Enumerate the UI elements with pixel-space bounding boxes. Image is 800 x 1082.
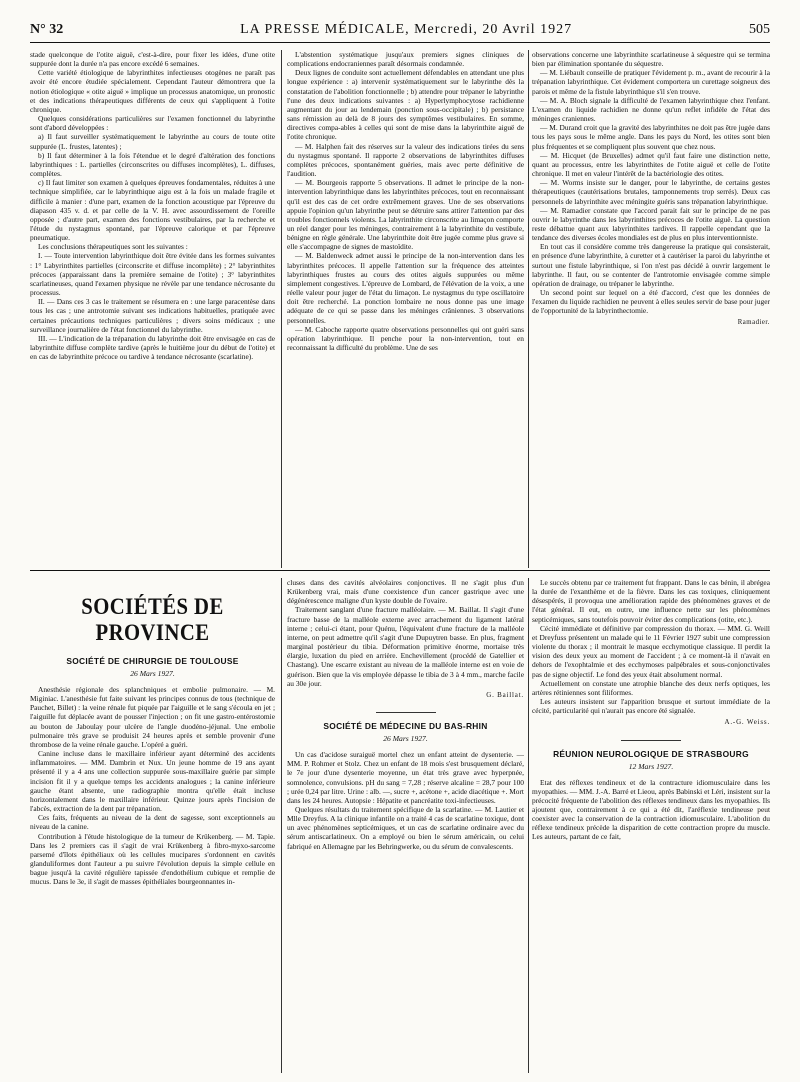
paragraph: cluses dans des cavités alvéolaires conjonctives. Il ne s'agit plus d'un Krükenberg vrai, mais d'une coexistence d'un cancer gastrique avec une dégénérescence maligne d'un kyste double de l'ovaire. [287,578,524,606]
paragraph: Traitement sanglant d'une fracture malléolaire. — M. Baillat. Il s'agit d'une fracture basse de la malléole externe avec arrachement du ligament latéral interne ; celui-ci étant, pour Quénu, l'équivalent d'une fracture de la malléole interne, on peut admettre qu'il s'agit d'une Dupuytren basse. En plus, fragment marginal postérieur du tibia. Déformation primitive énorme, mortaise très élargie, luxation du pied en arrière. Enchevillement (procédé de Gatellier et Chastang). Une escarre existant au niveau de la malléole interne est en voie de guérison. Bien que la vis employée dépasse le tibia de 3 à 4 mm., marche facile au 30e jour. [287,605,524,688]
author-signature: G. Baillat. [486,690,524,699]
paragraph: Cette variété étiologique de labyrinthites infectieuses otogènes ne paraît pas avoir été encore étudiée spécialement. Cependant l'auteur démontrera que la notion étiologique « otite aiguë » implique un processus anatomique, un pronostic et des indications thérapeutiques différents de ceux qui s'appliquent à l'otite chronique. [30,68,275,114]
paragraph: c) Il faut limiter son examen à quelques épreuves fondamentales, réduites à une technique simplifiée, car le labyrinthique aigu est à la fois un malade fragile et difficile à manier : d'une part, examen de la fonction acoustique par l'épreuve du diapason 435 v. d. et par celle de la V. H. avec assourdissement de l'oreille opposée ; d'autre part, examen des fonctions vestibulaires, par la recherche et l'étude du nystagmus spontané, par l'épreuve calorique et par l'épreuve pneumatique. [30,178,275,243]
paragraph: Actuellement on constate une atrophie blanche des deux nerfs optiques, les artères rétiniennes sont filiformes. [532,678,770,697]
session-date: 26 Mars 1927. [130,669,175,678]
issue-number: N° 32 [30,22,64,37]
paragraph: Quelques résultats du traitement spécifique de la scarlatine. — M. Lautier et Mlle Dreyfus. A la clinique infantile on a traité 4 cas de scarlatine toxique, dont un avec phénomènes septicémiques, et un cas de scarlatine ordinaire avec du sérum antiscarlatineux. On a employé ou bien le sérum américain, ou celui fabriqué en Allemagne par les Behringwerke, ou du sérum de convalescents. [287,804,524,851]
session-date: 12 Mars 1927. [628,761,674,771]
top-column-2 [287,50,524,570]
top-column-3 [532,50,770,570]
section-title: SOCIÉTÉS DE PROVINCE [81,594,224,645]
society-heading: RÉUNION NEUROLOGIQUE DE STRASBOURG [553,748,749,759]
column-divider [281,50,282,568]
paragraph: III. — L'indication de la trépanation du labyrinthe doit être envisagée en cas de labyrinthite diffuse complète tardive (après le huitième jour du début de l'otite) et en cas de labyrinthite précoce ou tardive à tendance nécrosante (scarlatine). [30,333,275,362]
paragraph: Anesthésie régionale des splanchniques et embolie pulmonaire. — M. Miginiac. L'anesthésie fut faite suivant les principes connus de tous (technique de Pauchet, Billet) : la veine rénale fut piquée par l'aiguille et le sang s'écoula en jet ; l'aiguille fut déplacée avant de pousser l'injection ; on fit une gastro-entérostomie au bouton de Jaboulay pour ulcère de l'angle duodéno-jéjunal. Une embolie pulmonaire très grave se produisit 24 heures après et semble provenir d'une thrombose de la veine rénale gauche. L'opéré a guéri. [30,685,275,749]
paragraph: — M. Worms insiste sur le danger, pour le labyrinthe, de certains gestes thérapeutiques (cautérisations brutales, tamponnements trop serrés). Deux cas personnels de labyrinthite avec méningite guéris sans trépanation labyrinthique. [532,178,770,206]
paragraph: Ces faits, fréquents au niveau de la dent de sagesse, sont exceptionnels au niveau de la canine. [30,813,275,832]
society-heading: SOCIÉTÉ DE MÉDECINE DU BAS-RHIN [323,721,488,732]
column-divider [281,578,282,1073]
journal-title: LA PRESSE MÉDICALE, Mercredi, 20 Avril 1927 [240,22,573,37]
column-divider [528,50,529,568]
session-date: 26 Mars 1927. [383,734,428,744]
column-divider [528,578,529,1073]
paragraph: Cécité immédiate et définitive par compression du thorax. — MM. G. Weill et Dreyfuss présentent un malade qui le 11 Février 1927 subit une compression violente du thorax ; il montrait le masque ecchymotique classique. Il perdit la vision des deux yeux au moment de l'accident ; à ce moment-là il n'avait en dehors de l'exophtalmie et des ecchymoses palpébrales et sous-conjonctivales pas de signe objectif. Le fond des yeux était absolument normal. [532,623,770,679]
paragraph: II. — Dans ces 3 cas le traitement se résumera en : une large paracentèse dans tous les cas ; une antrotomie suivant ses indications habituelles, pratiquée avec certaines précautions techniques particulières ; divers soins médicaux ; une surveillance journalière de l'état fonctionnel du labyrinthe. [30,297,275,334]
paragraph: — M. Durand croit que la gravité des labyrinthites ne doit pas être jugée dans tous les pays sous le même angle. Dans les pays du Nord, les otites sont bien plus fréquentes et se compliquent plus souvent que chez nous. [532,123,770,151]
paragraph: b) Il faut déterminer à la fois l'étendue et le degré d'altération des fonctions labyrinthiques : L. partielles (circonscrites ou diffuses incomplètes), L. diffuses, complètes. [30,150,275,179]
paragraph: Un second point sur lequel on a été d'accord, c'est que les données de l'examen du liquide rachidien ne peuvent à elles seules servir de base pour juger de l'opportunité de la labyrinthectomie. [532,288,770,316]
bottom-column-3 [532,578,770,1073]
paragraph: Canine incluse dans le maxillaire inférieur ayant déterminé des accidents inflammatoires. — MM. Dambrin et Nux. Un jeune homme de 19 ans ayant présenté il y a 4 ans une collection suppurée sous-maxillaire guérie par simple incision fit il y a quelque temps les accidents analogues ; la canine inférieure gauche étant absente, une radiographie montra qu'elle était incluse horizontalement dans le maxillaire inférieur. Quinze jours après l'incision de l'abcès, extraction de la dent par trépanation. [30,749,275,814]
paragraph: Les conclusions thérapeutiques sont les suivantes : [38,242,188,252]
paragraph: Etat des réflexes tendineux et de la contracture idiomusculaire dans les myopathies. — MM. J.-A. Barré et Lieou, après Babinski et Léri, insistent sur la précocité fréquente de l'abolition des réflexes tendineux dans les myopathies. Ils ajoutent que, contrairement à ce qui a été dit, l'aréflexie tendineuse peut coexister avec la conservation de la contraction idiomusculaire. L'abolition du réflexe tendineux précède la disparition de cette contraction propre du muscle. Les auteurs, partant de ce fait, [532,777,770,842]
short-divider [376,712,436,713]
paragraph: Les auteurs insistent sur l'apparition brusque et surtout immédiate de la cécité, particularité qui n'aurait pas encore été signalée. [532,697,770,716]
paragraph: stade quelconque de l'otite aiguë, c'est-à-dire, pour fixer les idées, d'une otite suppurée dont la durée n'a pas encore excédé 6 semaines. [30,50,275,69]
author-signature: A.-G. Weiss. [724,718,770,727]
top-column-1 [30,50,275,570]
page-number: 505 [749,22,770,37]
paragraph: — M. Hicquet (de Bruxelles) admet qu'il faut faire une distinction nette, quant au processus, entre les labyrinthites de l'otite aiguë et celle de l'otite chronique. Il met en valeur l'intérêt de la bactériologie des otites. [532,150,770,179]
bottom-column-1 [30,578,275,1073]
paragraph: Le succès obtenu par ce traitement fut frappant. Dans le cas bénin, il abrégea la durée de l'exanthème et de la fièvre. Dans les cas toxiques, cliniquement désespérés, il provoqua une amélioration rapide des phénomènes graves et de l'état général. Il eut, en outre, une influence nette sur les phénomènes septicémiques, sans toutefois pouvoir éviter des complications (otite, etc.). [532,578,770,624]
paragraph: Deux lignes de conduite sont actuellement défendables en attendant une plus longue expérience : a) intervenir systématiquement sur le labyrinthe dès la constatation de l'abolition fonctionnelle ; b) attendre pour trépaner le labyrinthe l'une des deux indications suivantes : a) Hyperlymphocytose rachidienne augmentant du jour au lendemain (ponction sous-occipitale) ; b) persistance sans rémission au delà de 8 jours des symptômes vestibulaires. En somme, directives compa-ables à celles qui sont de mise dans la labyrinthite aiguë de l'otite chronique. [287,68,524,142]
bottom-column-2 [287,578,524,1073]
paragraph: — M. Liébault conseille de pratiquer l'évidement p. m., avant de recourir à la trépanation labyrinthique. Cet évidement comportera un curettage soigneux des parois et même de la fistule labyrinthique s'il s'en trouve. [532,68,770,96]
paragraph: Un cas d'acidose suraiguë mortel chez un enfant atteint de dysenterie. — MM. P. Rohmer et Stolz. Chez un enfant de 18 mois s'est brusquement déclaré, le 7e jour d'une dysenterie moyenne, un état très grave avec hyperpnée, somnolence, convulsions. pH du sang = 7,28 ; réserve alcaline = 28,7 pour 100 ; urée 0,24 par litre. Urine : alb. —, sucre +, acétone +, acide diacétique +. Mort dans les 24 heures. Autopsie : Hépatite et pancréatite toxi-infectieuses. [287,750,524,805]
paragraph: — M. Bourgeois rapporte 5 observations. Il admet le principe de la non-intervention labyrinthique dans les labyrinthites précoces, tout en reconnaissant qu'il est des cas de cet ordre extrêmement graves. Une de ses observations appuie l'opinion qu'un labyrinthe peut se détruire sans attirer l'attention par des troubles fonctionnels violents. La labyrinthite circonscrite au limaçon comporte un réel danger pour les méninges, contrairement à la labyrinthite du vestibule, bénigne en règle générale. Une labyrinthite doit être jugée comme plus grave si elle s'accompagne de signes de mastoïdite. [287,178,524,252]
paragraph: — M. A. Bloch signale la difficulté de l'examen labyrinthique chez l'enfant. L'examen du liquide rachidien ne donne qu'un reflet infidèle de l'état des méninges craniennes. [532,95,770,124]
paragraph: — M. Ramadier constate que l'accord parait fait sur le principe de ne pas ouvrir le labyrinthe dans les labyrinthites précoces de l'otite aiguë. La question reste débattue quant aux labyrinthites tardives. Il rappelle cependant que la tendance des diverses écoles mondiales est de plus en plus interventionniste. [532,205,770,243]
page-header [30,22,770,43]
paragraph: a) Il faut surveiller systématiquement le labyrinthe au cours de toute otite suppurée (L. frustes, latentes) ; [30,132,275,151]
paragraph: L'abstention systématique jusqu'aux premiers signes cliniques de complications endocraniennes paraît désormais condamnée. [287,50,524,69]
paragraph: I. — Toute intervention labyrinthique doit être évitée dans les formes suivantes : 1° Labyrinthites partielles (circonscrite et diffuse incomplète) ; 2° labyrinthites précoces (apparaissant dans la première semaine de l'otite) ; 3° labyrinthites scarlatineuses, quand l'examen physique ne révèle par une tendance nécrosante du processus. [30,251,275,298]
paragraph: — M. Baldenweck admet aussi le principe de la non-intervention dans les labyrinthites précoces. Il appelle l'attention sur la fréquence des atteintes labyrinthiques frustes au cours des otites aiguës suppurées ou même simplement congestives. L'épreuve de Lombard, de l'élévation de la voix, a une réelle valeur pour juger de l'état du limaçon. Le nystagmus du type oscillatoire doit être recherché. La ponction lombaire ne nous donne pas une image adéquate de ce qui se passe dans les méninges crâniennes. 3 observations personnelles. [287,251,524,325]
short-divider [621,740,681,741]
paragraph: Contribution à l'étude histologique de la tumeur de Krükenberg. — M. Tapie. Dans les 2 premiers cas il s'agit de vrai Krükenberg à fibro-myxo-sarcome parsemé d'îlots épithéliaux où les cellules mucipares s'ordonnent en cavités glanduliformes dont l'auteur a pu suivre l'évolution depuis la simple cellule en bague jusqu'à la cavité régulière tapissée d'endothélium cubique et remplie de mucus. Dans le 3e, il s'agit de masses épithéliales bourgeonnantes in- [30,831,275,887]
section-divider [30,570,770,571]
paragraph: En tout cas il considère comme très dangereuse la pratique qui consisterait, en présence d'une labyrinthite, à curetter et à cautériser la paroi du labyrinthe et surtout une fistule labyrinthique, si l'on n'est pas décidé à ouvrir largement le labyrinthe. Il faut, ou se contenter de l'antrotomie envisagée comme simple opération de drainage, ou trépaner le labyrinthe. [532,242,770,288]
paragraph: observations concerne une labyrinthite scarlatineuse à séquestre qui se termina bien par élimination spontanée du séquestre. [532,50,770,69]
author-signature: Ramadier. [737,318,770,326]
paragraph: — M. Caboche rapporte quatre observations personnelles qui ont guéri sans opération labyrinthique. Il penche pour la non-intervention, tout en reconnaissant la difficulté du problème. Une de ses [287,324,524,352]
paragraph: Quelques considérations particulières sur l'examen fonctionnel du labyrinthe sont d'abord développées : [30,114,275,133]
society-heading: SOCIÉTÉ DE CHIRURGIE DE TOULOUSE [66,656,239,666]
paragraph: — M. Halphen fait des réserves sur la valeur des indications tirées du sens du nystagmus spontané. Il rapporte 2 observations de labyrinthites diffuses complètes précoces, spontanément guéries, mais avec perte définitive de l'audition. [287,141,524,179]
